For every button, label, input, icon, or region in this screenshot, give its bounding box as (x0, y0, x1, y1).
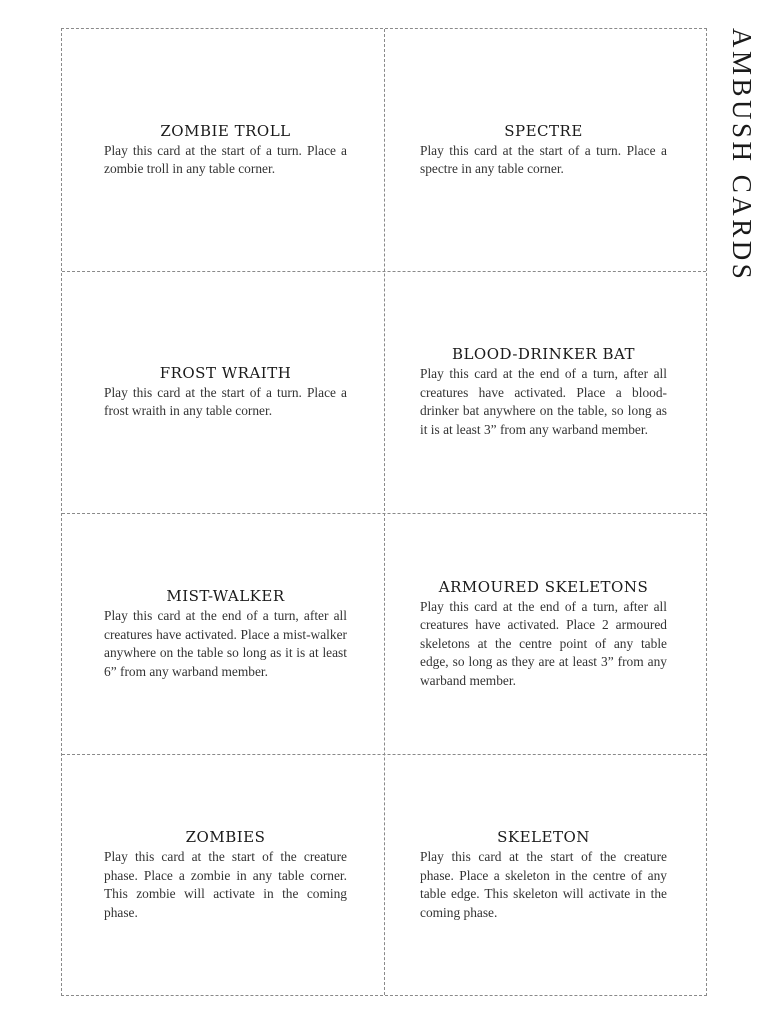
card-frost-wraith (62, 271, 385, 513)
card-sheet (61, 28, 707, 996)
card-mist-walker (62, 513, 385, 755)
card-spectre (384, 29, 707, 271)
card-zombies (62, 754, 385, 996)
card-title: SKELETON (497, 828, 590, 846)
card-skeleton (384, 754, 707, 996)
card-zombie-troll (62, 29, 385, 271)
card-armoured-skeletons (384, 513, 707, 755)
card-text: Play this card at the end of a turn, after all creatures have activated. Place 2 armoured skeletons at the centre point of any table edge, so long as they are at least 3” from any warband member. (420, 598, 667, 688)
card-text: Play this card at the end of a turn, after all creatures have activated. Place a mist-walker anywhere on the table so long as it is at least 6” from any warband member. (104, 608, 347, 679)
card-text: Play this card at the start of a turn. Place a zombie troll in any table corner. (104, 142, 347, 176)
card-text: Play this card at the start of a turn. Place a frost wraith in any table corner. (104, 384, 347, 418)
card-title: ZOMBIES (185, 828, 266, 846)
card-blood-drinker-bat (384, 271, 707, 513)
card-title: ARMOURED SKELETONS (438, 577, 649, 596)
card-title: ZOMBIE TROLL (160, 121, 291, 140)
card-text: Play this card at the start of a turn. Place a spectre in any table corner. (420, 142, 667, 176)
card-title: FROST WRAITH (159, 363, 292, 382)
page-title: AMBUSH CARDS (727, 28, 757, 283)
card-title: SPECTRE (504, 121, 583, 140)
card-text: Play this card at the end of a turn, after all creatures have activated. Place a blood-drinker bat anywhere on the table, so long as it is at least 3” from any warband member. (420, 366, 667, 437)
card-text: Play this card at the start of the creature phase. Place a zombie in any table corner. This zombie will activate in the coming phase. (104, 849, 347, 920)
card-title: MIST-WALKER (166, 587, 285, 605)
card-text: Play this card at the start of the creature phase. Place a skeleton in the centre of any table edge. This skeleton will activate in the coming phase. (420, 849, 667, 920)
card-title: BLOOD-DRINKER BAT (451, 345, 636, 363)
